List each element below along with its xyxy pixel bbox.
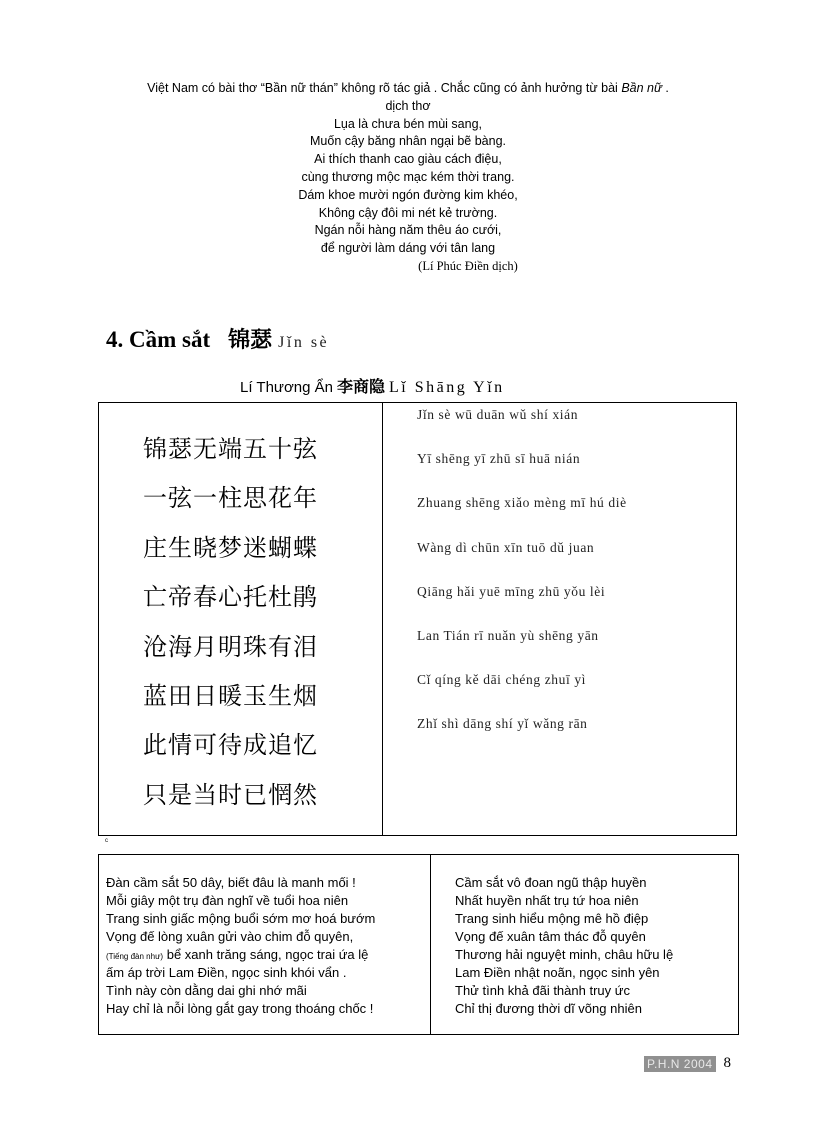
author-line [240,374,505,397]
viet-line: Mỗi giây một trụ đàn nghĩ về tuổi hoa niên [106,893,349,908]
viet-line: (Tiếng đàn như) bể xanh trăng sáng, ngọc trai ứa lệ [106,947,369,962]
hanzi-line: 亡帝春心托杜鹃 [143,583,318,612]
viet-line: Trang sinh giấc mộng buổi sớm mơ hoá bướm [106,911,376,926]
section-heading [106,323,329,354]
page-footer [644,1055,731,1073]
hanviet-column [455,875,673,1019]
pinyin-line: Wàng dì chūn xīn tuō dǔ juan [417,539,595,555]
section-title-cjk: 锦瑟 [228,328,273,353]
author-name: Lí Thương Ẩn [240,379,333,396]
intro-line: Muốn cậy băng nhân ngại bẽ bàng. [310,134,506,149]
viet-note: (Tiếng đàn như) [106,952,164,961]
hanviet-line: Chỉ thị đương thời dĩ võng nhiên [455,1001,642,1016]
pinyin-line: Cǐ qíng kě dāi chéng zhuī yì [417,672,587,688]
section-title: 4. Cầm sắt [106,327,211,352]
hanzi-line: 庄生晓梦迷蝴蝶 [143,533,318,562]
intro-line: dịch thơ [385,98,431,113]
vietnamese-column [106,875,375,1019]
translation-table [98,854,739,1035]
intro-first-line: Việt Nam có bài thơ “Bần nữ thán” không rõ tác giả . Chắc cũng có ảnh hưởng từ bài Bần nữ . [147,81,669,95]
column-divider [430,855,431,1034]
intro-line: Dám khoe mười ngón đường kim khéo, [298,187,518,202]
pinyin-line: Zhǐ shì dāng shí yǐ wǎng rān [417,716,588,732]
pinyin-line: Lan Tián rī nuǎn yù shēng yān [417,627,599,643]
column-divider [382,403,383,835]
intro-line: Không cậy đôi mi nét kẻ trường. [318,205,498,220]
hanviet-line: Trang sinh hiểu mộng mê hồ điệp [455,911,649,926]
author-cjk: 李商隐 [337,377,386,396]
hanviet-line: Lam Điền nhật noãn, ngọc sinh yên [455,965,660,980]
viet-line: Vọng đế lòng xuân gửi vào chim đỗ quyên, [106,929,354,944]
viet-line: Hay chỉ là nỗi lòng gắt gay trong thoáng chốc ! [106,1001,374,1016]
viet-line: Tình này còn dằng dai ghi nhớ mãi [106,983,307,998]
hanzi-line: 只是当时已惘然 [143,780,318,809]
hanviet-line: Cầm sắt vô đoan ngũ thập huyền [455,875,647,890]
intro-line: để người làm dáng với tân lang [320,241,496,256]
hanviet-line: Vọng đế xuân tâm thác đỗ quyên [455,929,646,944]
intro-line: cùng thương mộc mạc kém thời trang. [301,169,515,184]
hanzi-column [143,429,318,824]
viet-line: Đàn cầm sắt 50 dây, biết đâu là manh mối ! [106,875,356,890]
c-mark: c [105,838,108,844]
translation-credit: (Lí Phúc Điền dịch) [418,258,518,273]
hanzi-line: 沧海月明珠有泪 [143,632,318,661]
intro-block [0,80,816,276]
intro-line: Ngán nỗi hàng năm thêu áo cưới, [314,223,502,238]
hanviet-line: Thương hải nguyệt minh, châu hữu lệ [455,947,674,962]
pinyin-line: Zhuang shēng xiǎo mèng mī hú diè [417,495,627,511]
author-badge: P.H.N 2004 [644,1056,716,1072]
pinyin-line: Yī shēng yī zhū sī huā nián [417,451,581,467]
hanzi-line: 一弦一柱思花年 [143,484,318,513]
hanzi-line: 蓝田日暖玉生烟 [143,681,318,710]
poem-table [98,402,737,836]
intro-title-italic: Bần nữ [621,81,662,95]
hanviet-line: Nhất huyền nhất trụ tứ hoa niên [455,893,639,908]
intro-line: Lụa là chưa bén mùi sang, [333,116,483,131]
pinyin-line: Qiāng hǎi yuē mīng zhū yǒu lèi [417,583,606,599]
page-number: 8 [723,1055,731,1072]
intro-line: Ai thích thanh cao giàu cách điệu, [314,152,502,167]
section-title-pinyin: Jǐn sè [278,334,330,351]
viet-line: ấm áp trời Lam Điền, ngọc sinh khói vẩn . [106,965,347,980]
hanzi-line: 此情可待成追忆 [143,731,318,760]
pinyin-column [417,407,627,761]
hanviet-line: Thử tình khả đãi thành truy ức [455,983,630,998]
author-pinyin: Lǐ Shāng Yǐn [389,379,505,396]
hanzi-line: 锦瑟无端五十弦 [143,435,318,463]
pinyin-line: Jǐn sè wū duān wǔ shí xián [417,407,579,422]
